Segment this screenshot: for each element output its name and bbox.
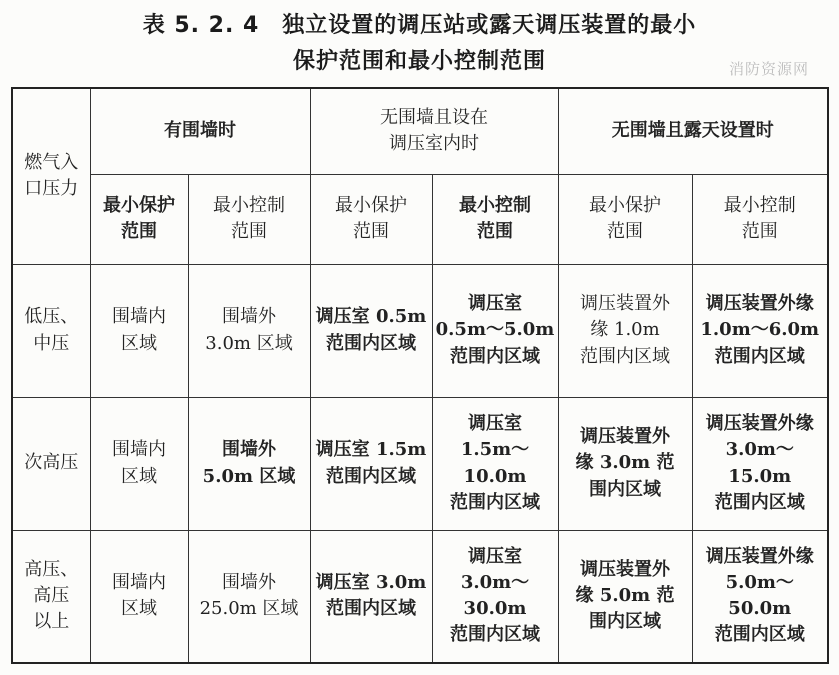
sub-header: 最小控制 范围 bbox=[692, 174, 828, 264]
table-cell: 调压室 1.5m 范围内区域 bbox=[310, 397, 432, 530]
table-title-line-1: 表 5. 2. 4 独立设置的调压站或露天调压装置的最小 bbox=[142, 13, 697, 38]
table-cell: 调压装置外 缘 3.0m 范 围内区域 bbox=[558, 397, 692, 530]
sub-header: 最小保护 范围 bbox=[90, 174, 188, 264]
table-cell: 围墙外 5.0m 区域 bbox=[188, 397, 310, 530]
table-cell: 调压装置外 缘 5.0m 范 围内区域 bbox=[558, 530, 692, 663]
table-cell: 围墙外 25.0m 区域 bbox=[188, 530, 310, 663]
table-row bbox=[12, 530, 828, 663]
table-cell: 围墙内 区域 bbox=[90, 397, 188, 530]
sub-header: 最小控制 范围 bbox=[432, 174, 558, 264]
sub-header: 最小保护 范围 bbox=[310, 174, 432, 264]
table-cell: 调压装置外缘 3.0m～15.0m 范围内区域 bbox=[692, 397, 828, 530]
table-title-line-2: 保护范围和最小控制范围 bbox=[292, 49, 546, 74]
table-row bbox=[12, 397, 828, 530]
table-cell: 调压装置外缘 1.0m～6.0m 范围内区域 bbox=[692, 264, 828, 397]
table-cell: 调压室 3.0m 范围内区域 bbox=[310, 530, 432, 663]
row-label: 高压、 高压 以上 bbox=[12, 530, 90, 663]
group-header-outdoor: 无围墙且露天设置时 bbox=[558, 88, 828, 174]
table-cell: 围墙内 区域 bbox=[90, 530, 188, 663]
table-row bbox=[12, 264, 828, 397]
table-cell: 调压装置外 缘 1.0m 范围内区域 bbox=[558, 264, 692, 397]
protection-range-table bbox=[11, 87, 829, 664]
table-cell: 围墙内 区域 bbox=[90, 264, 188, 397]
group-header-indoor: 无围墙且设在 调压室内时 bbox=[310, 88, 558, 174]
group-header-walled: 有围墙时 bbox=[90, 88, 310, 174]
watermark: 消防资源网 bbox=[728, 60, 809, 78]
table-cell: 调压装置外缘 5.0m～50.0m 范围内区域 bbox=[692, 530, 828, 663]
corner-header: 燃气入 口压力 bbox=[12, 88, 90, 264]
table-cell: 调压室 0.5m 范围内区域 bbox=[310, 264, 432, 397]
table-cell: 调压室 3.0m～30.0m 范围内区域 bbox=[432, 530, 558, 663]
sub-header: 最小控制 范围 bbox=[188, 174, 310, 264]
table-cell: 围墙外 3.0m 区域 bbox=[188, 264, 310, 397]
row-label: 次高压 bbox=[12, 397, 90, 530]
sub-header: 最小保护 范围 bbox=[558, 174, 692, 264]
table-cell: 调压室 1.5m～10.0m 范围内区域 bbox=[432, 397, 558, 530]
table-cell: 调压室 0.5m～5.0m 范围内区域 bbox=[432, 264, 558, 397]
row-label: 低压、 中压 bbox=[12, 264, 90, 397]
